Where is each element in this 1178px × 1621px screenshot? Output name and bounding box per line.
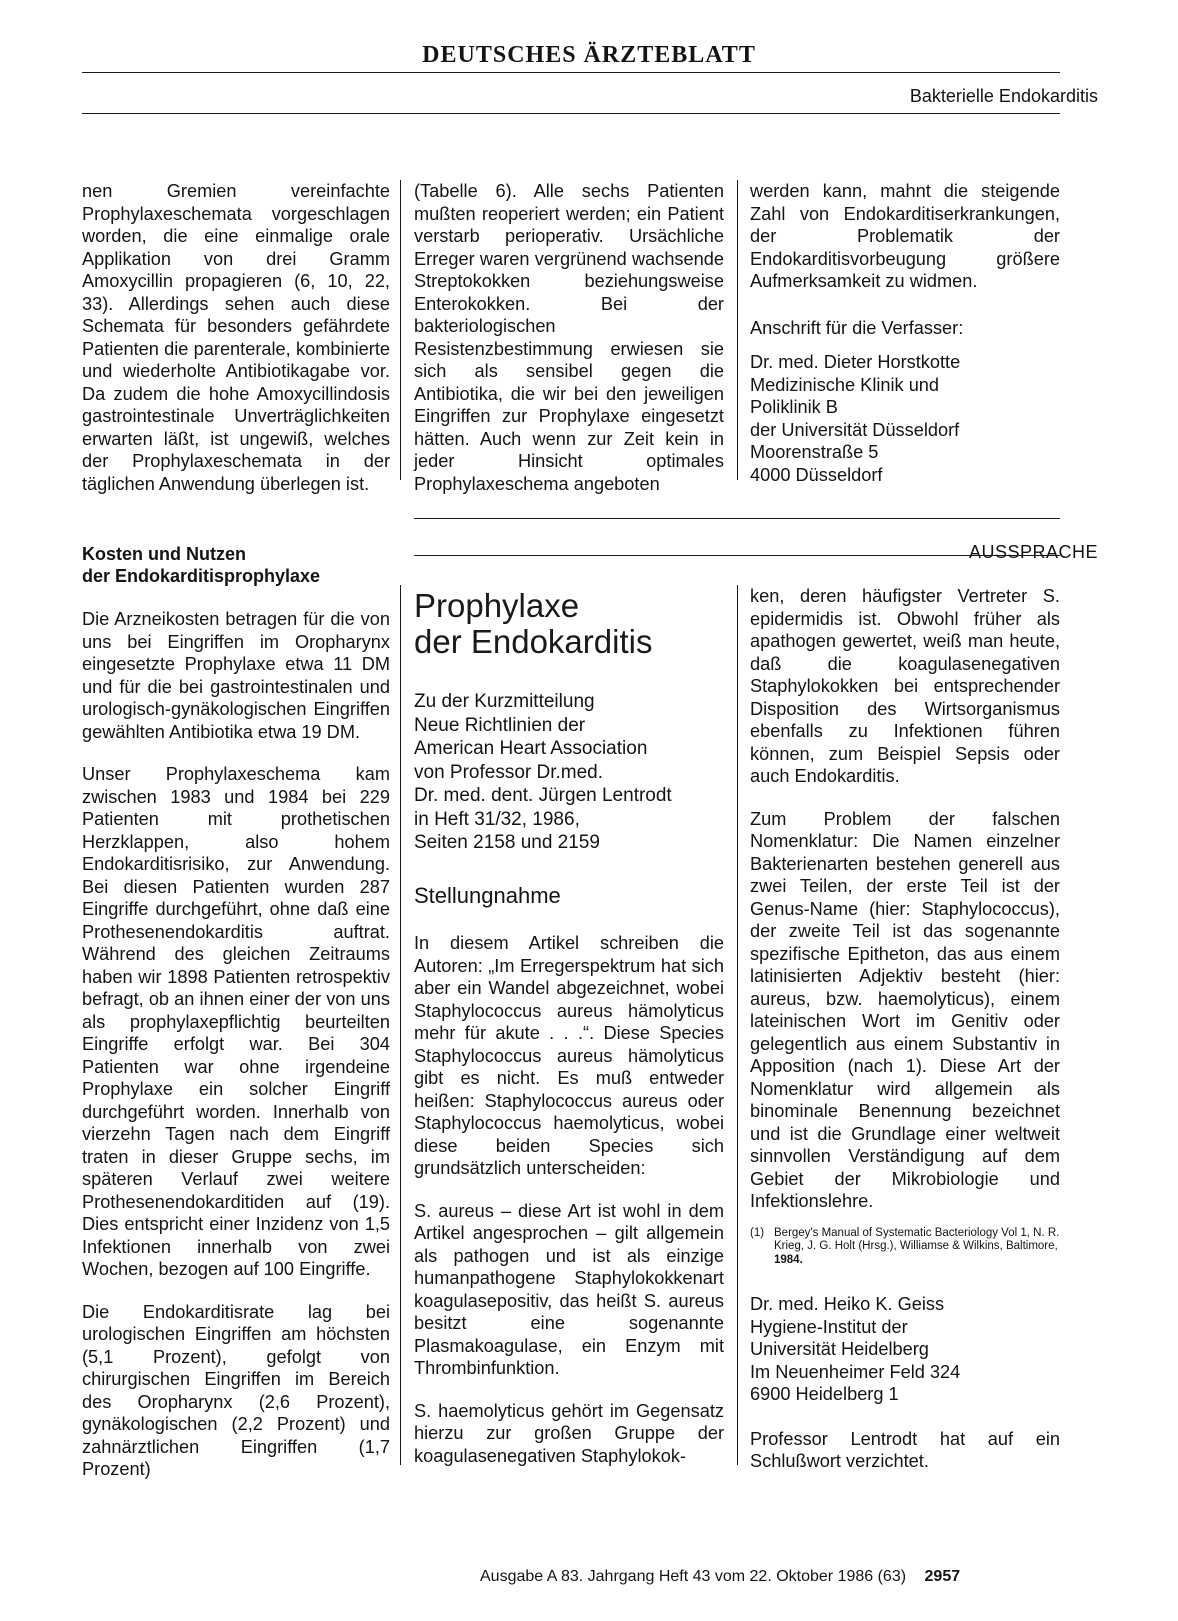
title-line: der Endokarditis: [414, 623, 653, 660]
stellungnahme-heading: Stellungnahme: [414, 883, 561, 908]
aussprache-column-left: [414, 932, 724, 1481]
address-line: 6900 Heidelberg 1: [750, 1384, 899, 1404]
subtitle-line: Dr. med. dent. Jürgen Lentrodt: [414, 785, 672, 806]
header-rule: [82, 113, 1060, 114]
masthead-rule: [82, 72, 1060, 73]
column-3: [750, 180, 1060, 486]
aussprache-bottom-rule: [414, 555, 1060, 556]
author-address: [750, 351, 1060, 486]
page-footer: [480, 1568, 960, 1586]
paragraph: S. haemolyticus gehört im Gegensatz hierzu zur großen Gruppe der koagulasenegativen Staphylokok-: [414, 1400, 724, 1466]
subtitle-line: in Heft 31/32, 1986,: [414, 808, 580, 830]
paragraph: (Tabelle 6). Alle sechs Patienten mußten reoperiert werden; ein Patient verstarb perioperativ. Ursächliche Erreger waren vergrünend wachsende Streptokokken beziehungsweise Enterokokken. Bei der bakteriologischen Resistenzbestimmung erwiesen sie sich als sensibel gegen die Antibiotika, die wir bei den jeweiligen Eingriffen zur Prophylaxe eingesetzt hätten. Auch wenn zur Zeit kein in jeder Hinsicht optimales Prophylaxeschema angeboten: [414, 181, 724, 494]
aussprache-label: AUSSPRACHE: [968, 542, 1098, 562]
column-divider: [737, 585, 738, 1465]
column-1: [82, 180, 390, 509]
title-line: Prophylaxe: [414, 587, 580, 624]
footnote-text: Bergey's Manual of Systematic Bacteriology Vol 1, N. R. Krieg, J. G. Holt (Hrsg.), Williamse & Wilkins, Baltimore,: [774, 1226, 1060, 1252]
paragraph: In diesem Artikel schreiben die Autoren: „Im Erregerspektrum hat sich aber ein Wandel abgezeichnet, wobei Staphylococcus aureus hämolyticus mehr für akute . . .“. Diese Species Staphylococcus aureus hämolyticus gibt es nicht. Es muß entweder heißen: Staphylococcus aureus oder Staphylococcus haemolyticus, wobei diese beiden Species sich grundsätzlich unterscheiden:: [414, 933, 724, 1178]
subtitle-line: American Heart Association: [414, 738, 648, 759]
section-label: Bakterielle Endokarditis: [909, 86, 1098, 106]
page-number: 2957: [924, 1568, 961, 1585]
subtitle-line: von Professor Dr.med.: [414, 761, 604, 783]
address-line: Hygiene-Institut der: [750, 1316, 908, 1337]
column-divider: [400, 585, 401, 1465]
footnote: [750, 1227, 1060, 1268]
paragraph: werden kann, mahnt die steigende Zahl von Endokarditiserkrankungen, der Problematik der Endokarditisvorbeugung größere Aufmerksamkeit zu widmen.: [750, 181, 1060, 291]
paragraph: Die Endokarditisrate lag bei urologischen Eingriffen am höchsten (5,1 Prozent), gefolgt von chirurgischen Eingriffen im Bereich des Oropharynx (2,6 Prozent), gynäkologischen (2,2 Prozent) und zahnärztlichen Eingriffen (1,7 Prozent): [82, 1301, 390, 1479]
column-divider: [400, 180, 401, 480]
heading-line: Kosten und Nutzen: [82, 544, 246, 564]
column-divider: [737, 180, 738, 480]
address-line: 4000 Düsseldorf: [750, 464, 883, 485]
article-title: [414, 588, 724, 660]
heading-line: der Endokarditisprophylaxe: [82, 566, 321, 586]
address-line: der Universität Düsseldorf: [750, 419, 960, 440]
aussprache-column-right: [750, 585, 1060, 1487]
issue-info: Ausgabe A 83. Jahrgang Heft 43 vom 22. Oktober 1986 (63): [480, 1568, 907, 1585]
address-label: Anschrift für die Verfasser:: [750, 317, 964, 338]
address-line: Poliklinik B: [750, 397, 838, 417]
masthead: DEUTSCHES ÄRZTEBLATT: [422, 42, 756, 68]
closing-note: Professor Lentrodt hat auf ein Schlußwort verzichtet.: [750, 1428, 1060, 1471]
section-heading: [82, 543, 390, 587]
paragraph: Unser Prophylaxeschema kam zwischen 1983 und 1984 bei 229 Patienten mit prothetischen Herzklappen, also hohem Endokarditisrisiko, zur Anwendung. Bei diesen Patienten wurden 287 Eingriffe durchgeführt, ohne daß eine Prothesenendokarditis auftrat. Während des gleichen Zeitraums haben wir 1898 Patienten retrospektiv befragt, ob an ihnen einer der von uns als prophylaxepflichtig beurteilten Eingriffe erfolgt war. Bei 304 Patienten war ohne irgendeine Prophylaxe ein solcher Eingriff durchgeführt worden. Innerhalb von vierzehn Tagen nach dem Eingriff traten in dieser Gruppe sechs, im späteren Verlauf zwei weitere Prothesenendokarditiden auf (19). Dies entspricht einer Inzidenz von 1,5 Infektionen innerhalb von zwei Wochen, bezogen auf 100 Eingriffe.: [82, 764, 390, 1279]
footnote-year: 1984.: [774, 1253, 803, 1266]
column-2: [414, 180, 724, 509]
address-line: Medizinische Klinik und: [750, 374, 940, 395]
subtitle-line: Zu der Kurzmitteilung: [414, 691, 595, 712]
paragraph: Die Arzneikosten betragen für die von uns bei Eingriffen im Oropharynx eingesetzte Prophylaxe etwa 11 DM und für die bei gastrointestinalen und urologisch-gynäkologischen Eingriffen gewählten Antibiotika etwa 19 DM.: [82, 609, 390, 742]
address-line: Im Neuenheimer Feld 324: [750, 1361, 961, 1382]
address-line: Dr. med. Dieter Horstkotte: [750, 352, 961, 372]
author-address: [750, 1293, 1060, 1406]
address-line: Moorenstraße 5: [750, 442, 879, 462]
paragraph: S. aureus – diese Art ist wohl in dem Artikel angesprochen – gilt allgemein als pathogen und ist als einzige humanpathogene Staphylokokkenart koagulasepositiv, das heißt S. aureus besitzt eine sogenannte Plasmakoagulase, ein Enzym mit Thrombinfunktion.: [414, 1200, 724, 1378]
article-subtitle: [414, 690, 729, 855]
paragraph: Zum Problem der falschen Nomenklatur: Die Namen einzelner Bakterienarten bestehen generell aus zwei Teilen, der erste Teil ist der Genus-Name (hier: Staphylococcus), der zweite Teil ist das sogenannte spezifische Epitheton, das aus einem latinisierten Adjektiv besteht (hier: aureus, bzw. haemolyticus), einem lateinischen Wort im Genitiv oder gelegentlich aus einem Substantiv in Apposition (nach 1). Diese Art der Nomenklatur wird allgemein als binominale Benennung bezeichnet und ist die Grundlage einer weltweit sinnvollen Verständigung auf dem Gebiet der Mikrobiologie und Infektionslehre.: [750, 808, 1060, 1211]
subtitle-line: Neue Richtlinien der: [414, 714, 586, 736]
address-line: Dr. med. Heiko K. Geiss: [750, 1294, 945, 1314]
footnote-marker: (1): [750, 1226, 765, 1239]
column-1-body: [82, 608, 390, 1495]
paragraph: nen Gremien vereinfachte Prophylaxeschemata vorgeschlagen worden, die eine einmalige orale Applikation von drei Gramm Amoxycillin propagieren (6, 10, 22, 33). Allerdings sehen auch diese Schemata für besonders gefährdete Patienten die parenterale, kombinierte und wiederholte Antibiotikagabe vor. Da zudem die hohe Amoxycillindosis gastrointestinale Unverträglichkeiten erwarten läßt, ist ungewiß, welches der Prophylaxeschemata in der täglichen Anwendung überlegen ist.: [82, 181, 390, 494]
subtitle-line: Seiten 2158 und 2159: [414, 832, 600, 853]
paragraph: ken, deren häufigster Vertreter S. epidermidis ist. Obwohl früher als apathogen gewertet, weiß man heute, daß die koagulasenegativen Staphylokokken bei entsprechender Disposition des Wirtsorganismus ebenfalls zu Infektionen führen können, zum Beispiel Sepsis oder auch Endokarditis.: [750, 586, 1060, 786]
address-line: Universität Heidelberg: [750, 1339, 929, 1359]
aussprache-top-rule: [414, 518, 1060, 519]
